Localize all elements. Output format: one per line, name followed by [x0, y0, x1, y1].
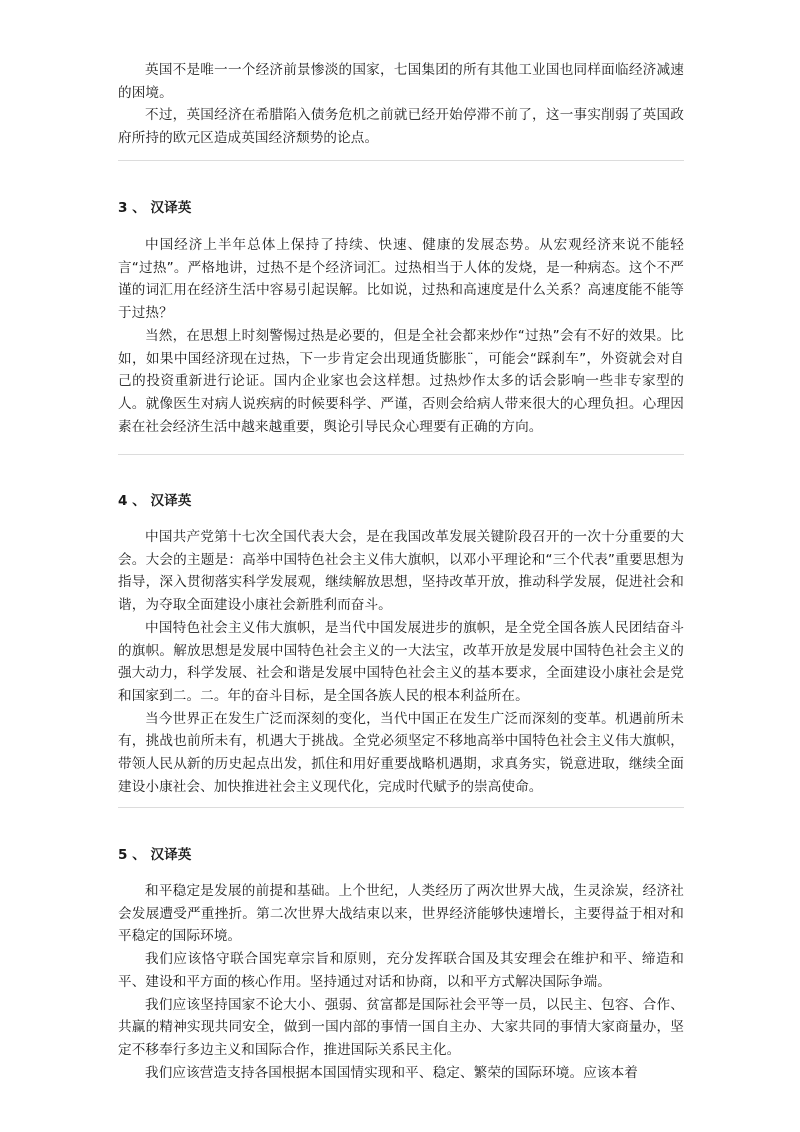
paragraph: 中国特色社会主义伟大旗帜，是当代中国发展进步的旗帜，是全党全国各族人民团结奋斗的旗帜。解放思想是发展中国特色社会主义的一大法宝，改革开放是发展中国特色社会主义的强大动力，科学发展、社会和谐是发展中国特色社会主义的基本要求，全面建设小康社会是党和国家到二。二。年的奋斗目标，是全国各族人民的根本利益所在。 — [118, 619, 684, 704]
section-5 — [118, 844, 684, 866]
paragraph: 我们应该营造支持各国根据本国国情实现和平、稳定、繁荣的国际环境。应该本着 — [145, 1064, 638, 1081]
section-3-body — [118, 234, 684, 438]
section-3 — [118, 197, 684, 219]
section-top — [118, 59, 684, 150]
paragraph: 我们应该坚持国家不论大小、强弱、贫富都是国际社会平等一员，以民主、包容、合作、共赢的精神实现共同安全，做到一国内部的事情一国自主办、大家共同的事情大家商量办，坚定不移奉行多边主义和国际合作，推进国际关系民主化。 — [118, 996, 684, 1058]
paragraph: 当然，在思想上时刻警惕过热是必要的，但是全社会都来炒作“过热”会有不好的效果。比如，如果中国经济现在过热，下一步肯定会出现通货膨胀¨，可能会“踩刹车”，外资就会对自己的投资重新进行论证。国内企业家也会这样想。过热炒作太多的话会影响一些非专家型的人。就像医生对病人说疾病的时候要科学、严谨，否则会给病人带来很大的心理负担。心理因素在社会经济生活中越来越重要，舆论引导民众心理要有正确的方向。 — [118, 327, 684, 435]
paragraph: 英国不是唯一一个经济前景惨淡的国家，七国集团的所有其他工业国也同样面临经济减速的困境。 — [118, 62, 684, 101]
section-divider — [118, 160, 684, 161]
section-4 — [118, 490, 684, 512]
section-4-body — [118, 526, 684, 798]
section-heading: 4 、 汉译英 — [118, 493, 192, 509]
paragraph: 中国共产党第十七次全国代表大会，是在我国改革发展关键阶段召开的一次十分重要的大会。大会的主题是：高举中国特色社会主义伟大旗帜，以邓小平理论和“三个代表”重要思想为指导，深入贯彻落实科学发展观，继续解放思想，坚持改革开放，推动科学发展，促进社会和谐，为夺取全面建设小康社会新胜利而奋斗。 — [118, 529, 684, 614]
paragraph: 我们应该恪守联合国宪章宗旨和原则，充分发挥联合国及其安理会在维护和平、缔造和平、建设和平方面的核心作用。坚持通过对话和协商，以和平方式解决国际争端。 — [118, 951, 684, 990]
paragraph: 中国经济上半年总体上保持了持续、快速、健康的发展态势。从宏观经济来说不能轻言“过热”。严格地讲，过热不是个经济词汇。过热相当于人体的发烧，是一种病态。这个不严谨的词汇用在经济生活中容易引起误解。比如说，过热和高速度是什么关系？高速度能不能等于过热？ — [118, 237, 684, 322]
section-heading: 3 、 汉译英 — [118, 200, 192, 216]
paragraph: 当今世界正在发生广泛而深刻的变化，当代中国正在发生广泛而深刻的变革。机遇前所未有，挑战也前所未有，机遇大于挑战。全党必须坚定不移地高举中国特色社会主义伟大旗帜，带领人民从新的历史起点出发，抓住和用好重要战略机遇期，求真务实，锐意进取，继续全面建设小康社会、加快推进社会主义现代化，完成时代赋予的崇高使命。 — [118, 710, 684, 795]
section-divider — [118, 807, 684, 808]
section-heading: 5 、 汉译英 — [118, 847, 192, 863]
section-divider — [118, 454, 684, 455]
paragraph: 和平稳定是发展的前提和基础。上个世纪，人类经历了两次世界大战，生灵涂炭，经济社会发展遭受严重挫折。第二次世界大战结束以来，世界经济能够快速增长，主要得益于相对和平稳定的国际环境。 — [118, 883, 684, 945]
section-5-body — [118, 880, 684, 1084]
paragraph: 不过，英国经济在希腊陷入债务危机之前就已经开始停滞不前了，这一事实削弱了英国政府所持的欧元区造成英国经济颓势的论点。 — [118, 107, 684, 147]
